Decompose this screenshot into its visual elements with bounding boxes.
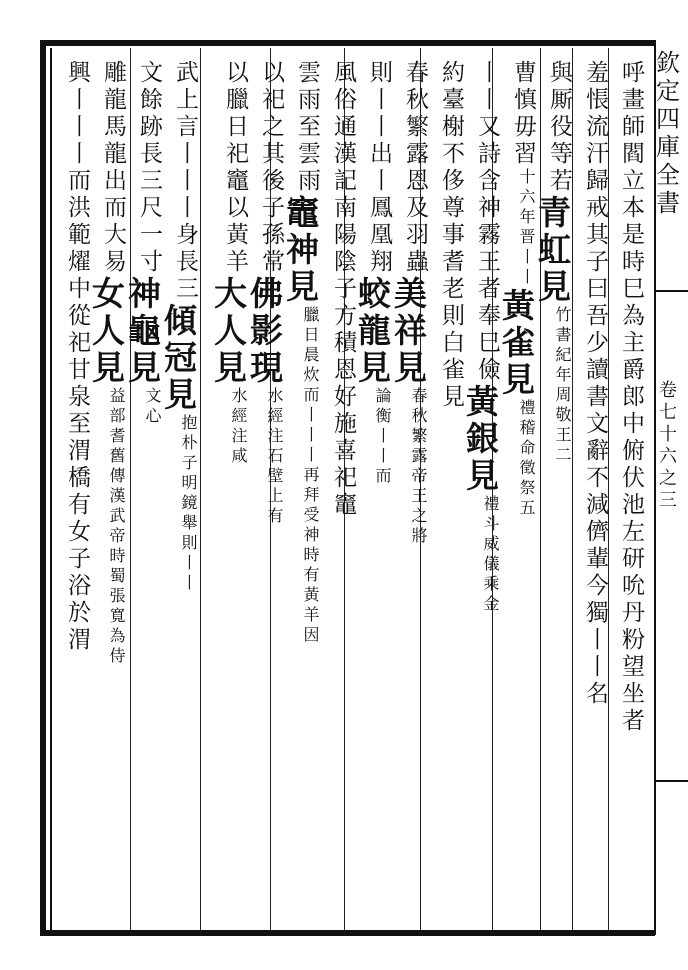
page-border-bottom	[40, 930, 655, 936]
text-column	[612, 60, 648, 735]
text-column	[533, 60, 576, 466]
column-text: 風俗通漢記南陽陰子方積恩好施喜祀竈	[330, 60, 356, 519]
margin-volume-label	[648, 380, 684, 580]
heading-entry: 竈神見	[281, 195, 320, 306]
margin-book-title	[648, 50, 684, 300]
column-text: 春秋繁露恩及羽蟲	[402, 60, 428, 276]
heading-entry: 美祥見	[389, 276, 428, 387]
column-note: 抱朴子明鏡舉則丨丨	[179, 414, 198, 594]
column-text: 則丨丨出丨鳳凰翔	[366, 60, 392, 276]
heading-entry: 神龜見	[123, 276, 162, 387]
heading-entry: 青虹見	[533, 195, 572, 306]
column-text: 羞悵流汗歸戒其子曰吾少讀書文辭不減儕輩今獨丨丨名	[582, 60, 608, 708]
column-note: 春秋繁露帝王之將	[409, 387, 428, 547]
text-column	[461, 60, 504, 615]
column-text: 文餘跡長三尺一寸	[136, 60, 162, 276]
heading-entry: 大人見	[209, 276, 248, 387]
column-note: 論衡丨丨而	[373, 387, 392, 487]
column-note: 禮稽命徵祭五	[517, 399, 536, 519]
column-text: 曹慎毋習	[510, 60, 536, 168]
column-text: 以祀之其後子孫常	[258, 60, 284, 276]
column-text: 約臺榭不侈尊事耆老則白雀見	[438, 60, 464, 411]
heading-entry: 傾冠見	[159, 303, 198, 414]
column-text: 武上言丨丨丨身長三	[172, 60, 198, 303]
page-border-top	[40, 40, 655, 46]
column-note: 益部耆舊傳漢武帝時蜀張寬為侍	[107, 387, 126, 667]
text-column	[159, 60, 202, 594]
page-border-left-inner	[50, 48, 52, 935]
text-column	[209, 60, 252, 467]
text-column	[576, 60, 612, 708]
volume-label-text: 卷七十六之三	[656, 380, 677, 512]
text-column	[123, 60, 166, 427]
column-text: 中從祀甘泉至渭橋有女子浴於渭	[64, 276, 90, 654]
page-border-left	[40, 40, 46, 935]
column-note: 文心	[143, 387, 162, 427]
text-column	[245, 60, 288, 527]
text-column	[324, 60, 360, 519]
column-text: 與厮役等若	[546, 60, 572, 195]
column-text: 雕龍馬龍出而大易	[100, 60, 126, 276]
column-note: 水經注石壁上有	[265, 387, 284, 527]
text-column	[432, 60, 468, 411]
column-note: 臘日晨炊而丨丨丨再拜受神時有黃羊因	[301, 306, 320, 646]
heading-entry: 黃雀見	[497, 288, 536, 399]
heading-entry: 黃銀見	[461, 384, 500, 495]
column-note: 水經注咸	[229, 387, 248, 467]
column-text: 丨丨又詩含神霧王者奉巳儉	[474, 60, 500, 384]
text-column	[281, 60, 324, 646]
column-text: 興丨丨丨而洪範燿	[64, 60, 90, 276]
column-note: 禮斗威儀乘金	[481, 495, 500, 615]
book-title-text: 欽定四庫全書	[651, 50, 680, 218]
column-text: 雲雨至雲雨	[294, 60, 320, 195]
heading-entry: 蛟龍見	[353, 276, 392, 387]
text-column	[497, 60, 540, 519]
column-text: 呼畫師閻立本是時巳為主爵郎中俯伏池左研吮丹粉望坐者	[618, 60, 644, 735]
column-note: 十六年晋丨丨	[517, 168, 536, 288]
column-text: 以臘日祀竈以黃羊	[222, 60, 248, 276]
text-column	[87, 60, 130, 667]
text-column	[353, 60, 396, 487]
heading-entry: 女人見	[87, 276, 126, 387]
text-column	[389, 60, 432, 547]
text-column	[58, 60, 94, 654]
margin-notch-bottom	[654, 780, 688, 782]
heading-entry: 佛影現	[245, 276, 284, 387]
column-note: 竹書紀年周敬王二	[553, 306, 572, 466]
